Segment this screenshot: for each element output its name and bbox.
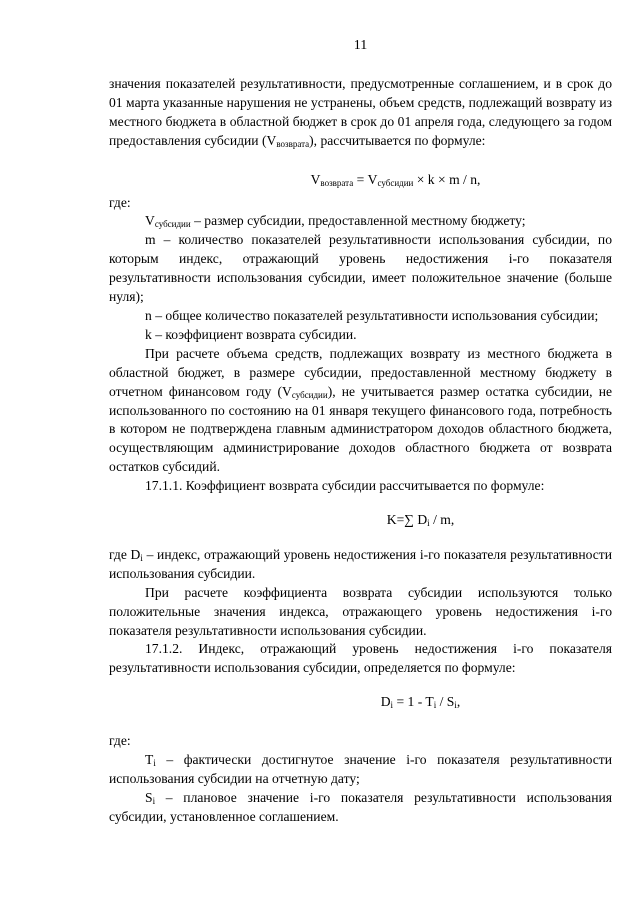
paragraph-17-1-2: 17.1.2. Индекс, отражающий уровень недостижения i-го показателя результативности использования субсидии, определяется по формуле: xyxy=(109,641,612,676)
definition-n: n – общее количество показателей результативности использования субсидии; xyxy=(145,307,599,323)
where-label-1: где: xyxy=(109,194,131,210)
paragraph-calculation-note: При расчете объема средств, подлежащих возврату из местного бюджета в областной бюджет, в размере субсидии, предоставленной местному бюджету в отчетном финансовом году $(V_{субсидии})$, не учитывается размер остатка субсидии, не использованного по состоянию на 01 января текущего финансового года, потребность в котором не подтверждена главным администратором доходов областного бюджета, осуществляющим администрирование доходов областного бюджета от возврата остатков субсидий. xyxy=(109,345,612,475)
formula-index: $D_i = 1 - T_i / S_i$, xyxy=(380,694,461,711)
definition-si: $S_i$ – плановое значение i-го показателя результативности использования субсидии, установленное соглашением. xyxy=(109,789,612,824)
paragraph-positive-values: При расчете коэффициента возврата субсидии используются только положительные значения индекса, отражающего уровень недостижения i-го показателя результативности использования субсидии. xyxy=(109,584,612,638)
definition-di: где $D_i$ – индекс, отражающий уровень недостижения i-го показателя результативности использования субсидии. xyxy=(109,546,612,581)
definition-v-subsidy: $V_{субсидии}$ – размер субсидии, предоставленной местному бюджету; xyxy=(145,213,526,230)
definition-k: k – коэффициент возврата субсидии. xyxy=(145,326,357,342)
definition-m: m – количество показателей результативности использования субсидии, по которым индекс, отражающий уровень недостижения i-го показателя результативности использования субсидии, имеет положительное значение (больше нуля); xyxy=(109,232,612,305)
document-page xyxy=(109,38,612,827)
definition-ti: $T_i$ – фактически достигнутое значение i-го показателя результативности использования субсидии на отчетную дату; xyxy=(109,752,612,786)
paragraph-17-1-1: 17.1.1. Коэффициент возврата субсидии рассчитывается по формуле: xyxy=(145,478,545,494)
paragraph-intro: значения показателей результативности, предусмотренные соглашением, и в срок до 01 марта указанные нарушения не устранены, объем средств, подлежащий возврату из местного бюджета в областной бюджет в срок до 01 апреля года, следующего за годом предоставления субсидии $(V_{возврата})$, рассчитывается по формуле: xyxy=(109,76,612,149)
page-number: 11 xyxy=(353,38,368,53)
formula-coefficient: K=∑ $D_i$ / m, xyxy=(386,512,455,529)
where-label-2: где: xyxy=(109,733,131,749)
formula-return-volume: $V_{возврата} = V_{субсидии} \times k \times m / n$, xyxy=(310,171,481,188)
